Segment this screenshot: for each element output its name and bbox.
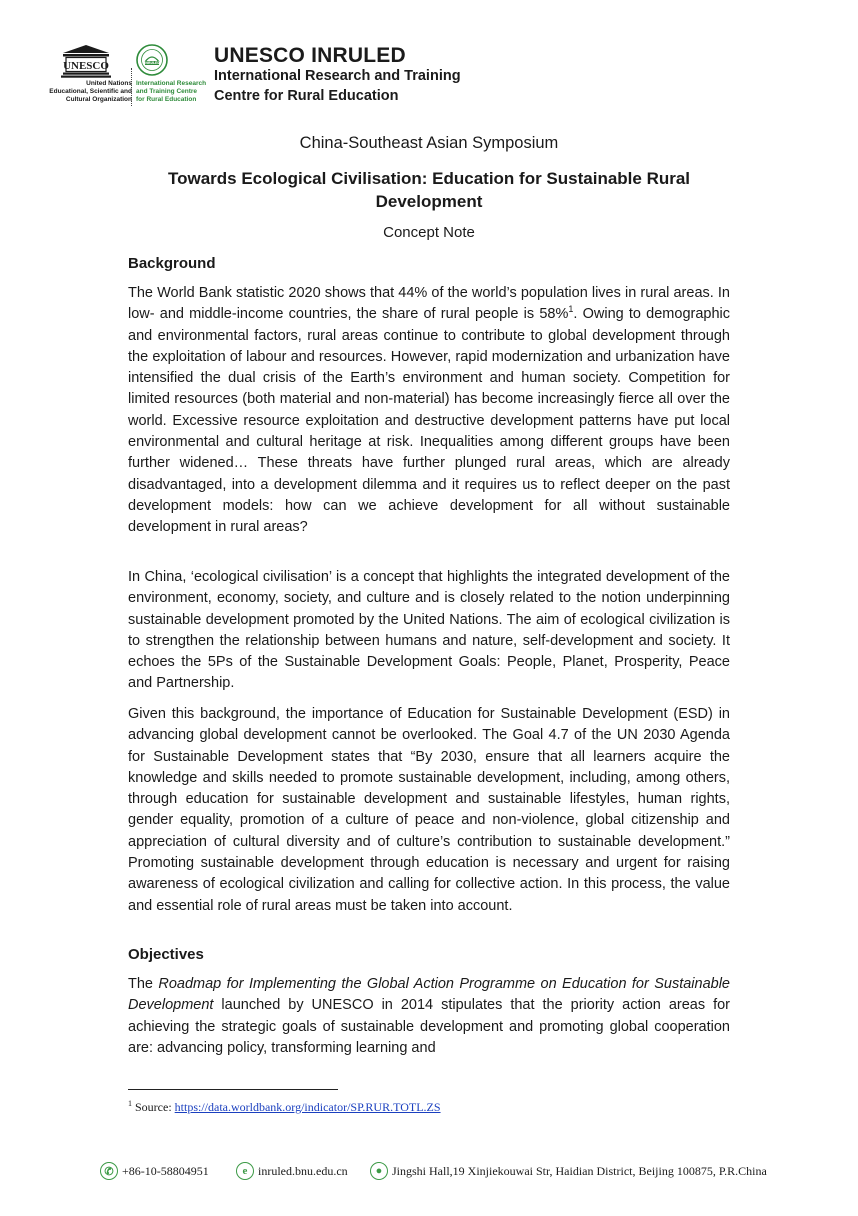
phone-icon: ✆ bbox=[100, 1162, 118, 1180]
objectives-p1-text-a: The bbox=[128, 976, 159, 992]
unesco-org-line-3: Cultural Organization bbox=[65, 96, 132, 103]
location-pin-icon: ● bbox=[370, 1162, 388, 1180]
background-heading: Background bbox=[128, 255, 216, 272]
footnote-rule bbox=[128, 1089, 338, 1090]
objectives-paragraph-1 bbox=[128, 974, 730, 1059]
footnote-source-link[interactable]: https://data.worldbank.org/indicator/SP.RUR.TOTL.ZS bbox=[174, 1100, 441, 1114]
unesco-wordmark: UNESCO bbox=[63, 60, 109, 72]
org-subtitle-2: Centre for Rural Education bbox=[214, 88, 399, 104]
org-title: UNESCO INRULED bbox=[214, 44, 406, 67]
objectives-heading: Objectives bbox=[128, 946, 204, 963]
inruled-seal-text: INRULED bbox=[144, 61, 160, 66]
footer-phone-text: +86-10-58804951 bbox=[122, 1163, 209, 1178]
footnote-label: Source: bbox=[132, 1100, 175, 1114]
unesco-org-line-2: Educational, Scientific and bbox=[49, 88, 132, 95]
event-name: China-Southeast Asian Symposium bbox=[299, 134, 559, 152]
document-type: Concept Note bbox=[383, 224, 475, 241]
background-paragraph-2: In China, ‘ecological civilisation’ is a concept that highlights the integrated development of the environment, economy, society, and culture and is closely related to the notion underpinning sustainable development promoted by the United Nations. The aim of ecological civilization is to strengthen the relationship between humans and nature, self-development and society. It echoes the 5Ps of the Sustainable Development Goals: People, Planet, Prosperity, Peace and Partnership. bbox=[128, 569, 730, 692]
background-paragraph-1 bbox=[128, 283, 730, 539]
inruled-org-line-2: and Training Centre bbox=[136, 88, 198, 95]
background-paragraph-3: Given this background, the importance of Education for Sustainable Development (ESD) in advancing global development cannot be overlooked. The Goal 4.7 of the UN 2030 Agenda for Sustainable Development states that “By 2030, ensure that all learners acquire the knowledge and skills needed to promote sustainable development, including, among others, through education for sustainable development and sustainable lifestyles, human rights, gender equality, promotion of a culture of peace and non-violence, global citizenship and appreciation of cultural diversity and of culture’s contribution to sustainable development.” Promoting sustainable development through education is necessary and urgent for raising awareness of ecological civilization and calling for collective action. In this process, the value and essential role of rural areas must be taken into account. bbox=[128, 706, 730, 914]
footnote-marker: 1 bbox=[128, 1099, 132, 1108]
footer-email bbox=[236, 1162, 348, 1180]
inruled-org-line-1: International Research bbox=[136, 80, 207, 87]
footer-phone bbox=[100, 1162, 209, 1180]
unesco-temple-icon bbox=[60, 44, 112, 78]
background-p1-text-a: The World Bank statistic 2020 shows that 44% of the world’s population lives in rural areas. In low- and middle-income countries, the share of rural people is 58% bbox=[128, 285, 730, 323]
document-title: Towards Ecological Civilisation: Education for Sustainable Rural Development bbox=[167, 169, 691, 211]
email-icon: e bbox=[236, 1162, 254, 1180]
background-p1-text-b: . Owing to demographic and environmental factors, rural areas continue to contribute to global development through the exploitation of labour and resources. However, rapid modernization and urbanization have intensified the dual crisis of the Earth’s environment and human society. Competition for limited resources (both material and non-material) has become increasingly fierce all over the world. Excessive resource exploitation and destructive development patterns have put local environmental and cultural heritage at risk. Inequalities among different groups have been further widened… These threats have further plunged rural areas, which are already disadvantaged, into a development dilemma and it requires us to reflect deeper on the past development models: how can we achieve development for all without sustainable development in rural areas? bbox=[128, 306, 731, 536]
inruled-logo bbox=[136, 44, 210, 108]
roadmap-title: Roadmap for Implementing the Global Action Programme on Education for Sustainable Development bbox=[128, 976, 730, 1014]
objectives-p1-text-b: launched by UNESCO in 2014 stipulates that the priority action areas for achieving the strategic goals of sustainable development and promoting global cooperation are: advancing policy, transforming learning and bbox=[128, 997, 730, 1056]
inruled-seal-icon bbox=[136, 44, 168, 76]
footer-email-text[interactable]: inruled.bnu.edu.cn bbox=[258, 1163, 348, 1178]
org-subtitle-1: International Research and Training bbox=[214, 68, 461, 84]
unesco-logo bbox=[40, 44, 132, 108]
footnote bbox=[128, 1099, 441, 1115]
logo-divider bbox=[131, 68, 134, 106]
footer-address bbox=[370, 1162, 767, 1180]
footnote-ref[interactable]: 1 bbox=[568, 304, 574, 315]
inruled-org-line-3: for Rural Education bbox=[136, 96, 197, 103]
footer-address-text: Jingshi Hall,19 Xinjiekouwai Str, Haidian District, Beijing 100875, P.R.China bbox=[392, 1163, 767, 1178]
unesco-org-line-1: United Nations bbox=[86, 80, 132, 87]
